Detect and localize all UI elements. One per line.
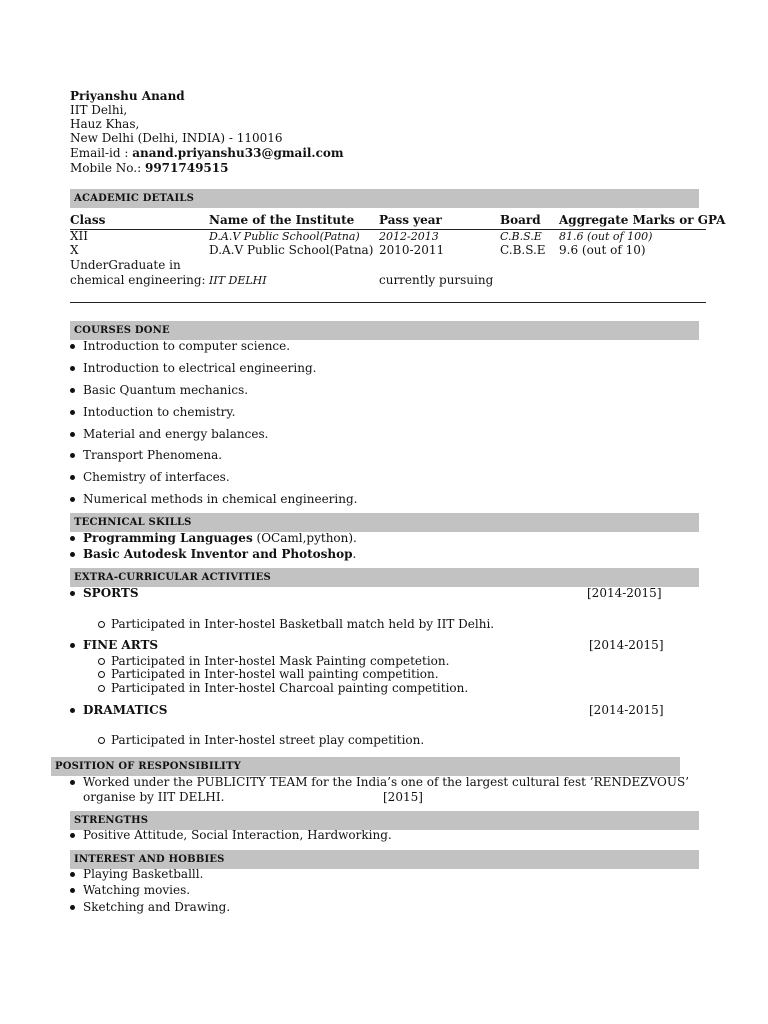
- section-header-hobbies: INTEREST AND HOBBIES: [70, 850, 699, 869]
- bullet-icon: [70, 432, 75, 437]
- activity-dramatics-date: [2014-2015]: [589, 703, 664, 717]
- bullet-icon: [70, 780, 75, 785]
- circle-bullet-icon: [98, 671, 105, 678]
- row-2-class: X: [70, 243, 79, 257]
- section-header-extra: EXTRA-CURRICULAR ACTIVITIES: [70, 568, 699, 587]
- bullet-icon: [70, 888, 75, 893]
- bullet-icon: [70, 833, 75, 838]
- mobile-value: 9971749515: [144, 161, 229, 175]
- row-2-board: C.B.S.E: [500, 243, 546, 257]
- table-bottom-rule: [70, 302, 706, 303]
- bullet-icon: [70, 344, 75, 349]
- candidate-name: Priyanshu Anand: [70, 89, 185, 103]
- section-header-responsibility: POSITION OF RESPONSIBILITY: [51, 757, 680, 776]
- ug-class-line-1: UnderGraduate in: [70, 258, 181, 272]
- circle-bullet-icon: [98, 737, 105, 744]
- address-line-1: IIT Delhi,: [70, 103, 128, 117]
- activity-fine-arts-date: [2014-2015]: [589, 638, 664, 652]
- bullet-icon: [70, 643, 75, 648]
- mobile-label: Mobile No.:: [70, 161, 142, 175]
- bullet-icon: [70, 453, 75, 458]
- bullet-icon: [70, 872, 75, 877]
- activity-sports-date: [2014-2015]: [587, 586, 662, 600]
- bullet-icon: [70, 410, 75, 415]
- row-1-marks: 81.6 (out of 100): [559, 230, 653, 243]
- circle-bullet-icon: [98, 621, 105, 628]
- skill-1-name: Programming Languages: [83, 531, 253, 545]
- row-1-class: XII: [70, 229, 89, 243]
- email-label: Email-id :: [70, 146, 129, 160]
- ug-class-line-2: chemical engineering:: [70, 273, 206, 287]
- section-header-courses: COURSES DONE: [70, 321, 699, 340]
- email-value: anand.priyanshu33@gmail.com: [132, 146, 344, 160]
- skill-2-name: Basic Autodesk Inventor and Photoshop: [83, 547, 353, 561]
- section-header-academic: ACADEMIC DETAILS: [70, 189, 699, 208]
- bullet-icon: [70, 708, 75, 713]
- row-1-board: C.B.S.E: [500, 230, 542, 243]
- row-1-institute: D.A.V Public School(Patna): [209, 230, 360, 243]
- row-1-year: 2012-2013: [379, 230, 439, 243]
- skill-1-detail: (OCaml,python).: [252, 531, 357, 545]
- bullet-icon: [70, 552, 75, 557]
- email-line: [70, 146, 344, 160]
- mobile-line: [70, 161, 228, 175]
- responsibility-line-2: organise by IIT DELHI.: [83, 790, 225, 804]
- bullet-icon: [70, 475, 75, 480]
- col-header-institute: Name of the Institute: [209, 213, 355, 227]
- address-line-2: Hauz Khas,: [70, 117, 140, 131]
- section-header-skills: TECHNICAL SKILLS: [70, 513, 699, 532]
- col-header-year: Pass year: [379, 213, 442, 227]
- responsibility-date: [2015]: [383, 790, 423, 804]
- skill-2-detail: .: [352, 547, 357, 561]
- bullet-icon: [70, 366, 75, 371]
- bullet-icon: [70, 905, 75, 910]
- bullet-icon: [70, 388, 75, 393]
- address-line-3: New Delhi (Delhi, INDIA) - 110016: [70, 131, 283, 145]
- col-header-marks: Aggregate Marks or GPA: [559, 213, 726, 227]
- row-2-marks: 9.6 (out of 10): [559, 243, 646, 257]
- bullet-icon: [70, 497, 75, 502]
- ug-institute: IIT DELHI: [209, 274, 267, 287]
- section-header-strengths: STRENGTHS: [70, 811, 699, 830]
- circle-bullet-icon: [98, 658, 105, 665]
- row-2-institute: D.A.V Public School(Patna): [209, 243, 374, 257]
- bullet-icon: [70, 536, 75, 541]
- col-header-class: Class: [70, 213, 106, 227]
- bullet-icon: [70, 591, 75, 596]
- row-2-year: 2010-2011: [379, 243, 445, 257]
- col-header-board: Board: [500, 213, 541, 227]
- ug-status: currently pursuing: [379, 273, 494, 287]
- circle-bullet-icon: [98, 685, 105, 692]
